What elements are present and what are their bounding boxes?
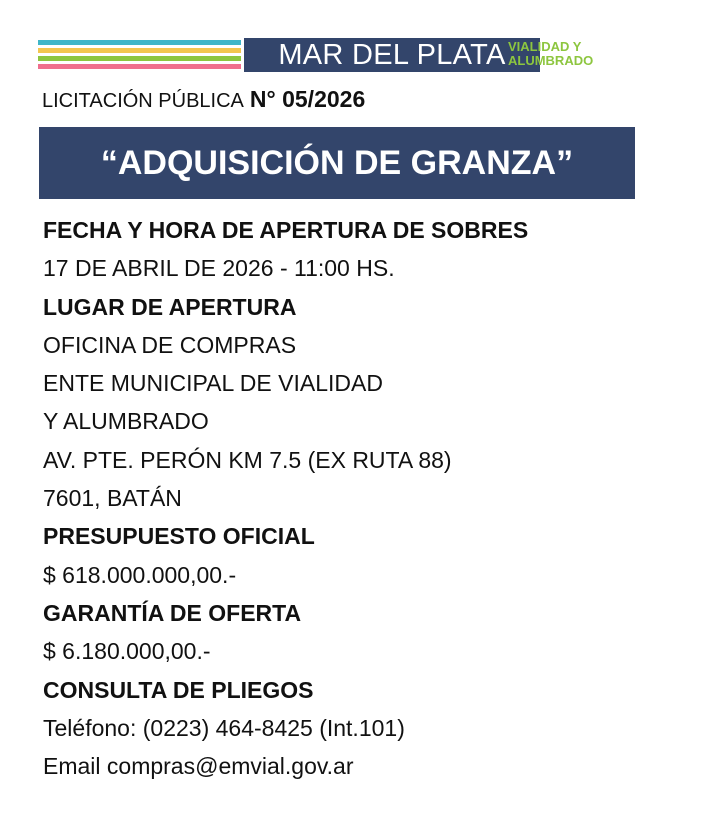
opening-place-line-1: OFICINA DE COMPRAS <box>43 331 297 358</box>
department-line-1: VIALIDAD Y <box>508 39 582 54</box>
stripe-cyan <box>38 40 241 45</box>
stripe-pink <box>38 64 241 69</box>
tender-heading <box>42 84 365 116</box>
stripe-yellow <box>38 48 241 53</box>
section-heading-guarantee: GARANTÍA DE OFERTA <box>43 599 302 626</box>
opening-place-address: AV. PTE. PERÓN KM 7.5 (EX RUTA 88) <box>43 446 452 473</box>
tender-label: LICITACIÓN PÚBLICA <box>42 90 244 112</box>
color-stripes-logo <box>38 40 241 70</box>
header-logo <box>38 38 638 72</box>
stripe-green <box>38 56 241 61</box>
guarantee-value: $ 6.180.000,00.- <box>43 638 211 665</box>
section-heading-budget: PRESUPUESTO OFICIAL <box>43 523 315 550</box>
brand-name: MAR DEL PLATA <box>244 38 540 72</box>
budget-value: $ 618.000.000,00.- <box>43 561 237 588</box>
tender-details <box>43 211 683 785</box>
department-name <box>508 40 593 68</box>
section-heading-opening-date: FECHA Y HORA DE APERTURA DE SOBRES <box>43 217 529 243</box>
tender-title: “ADQUISICIÓN DE GRANZA” <box>100 144 574 182</box>
contact-email: Email compras@emvial.gov.ar <box>43 753 354 780</box>
opening-date-value: 17 DE ABRIL DE 2026 - 11:00 HS. <box>43 255 395 282</box>
department-line-2: ALUMBRADO <box>508 53 594 68</box>
section-heading-opening-place: LUGAR DE APERTURA <box>43 293 297 320</box>
section-heading-inquiries: CONSULTA DE PLIEGOS <box>43 676 314 703</box>
opening-place-line-2: ENTE MUNICIPAL DE VIALIDAD <box>43 370 383 397</box>
tender-number: N° 05/2026 <box>249 86 366 112</box>
contact-phone: Teléfono: (0223) 464-8425 (Int.101) <box>43 714 405 741</box>
tender-title-banner <box>39 127 635 199</box>
opening-place-city: 7601, BATÁN <box>43 485 182 512</box>
opening-place-line-3: Y ALUMBRADO <box>43 408 209 435</box>
